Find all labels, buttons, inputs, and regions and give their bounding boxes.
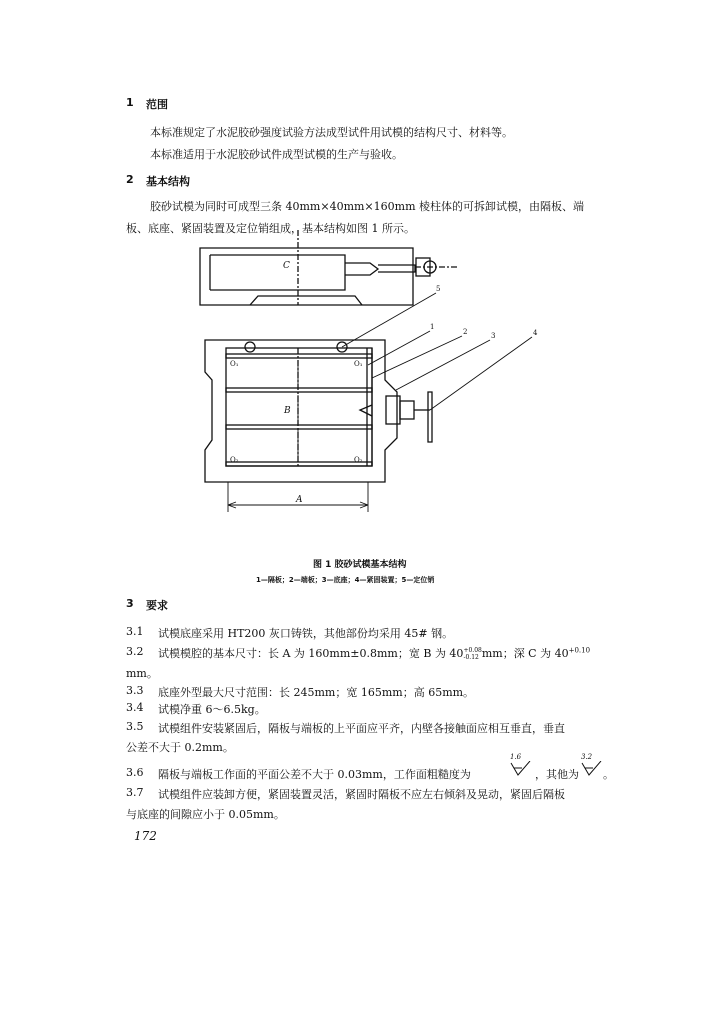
item-3-7-line-2: 与底座的间隙应小于 0.05mm。 xyxy=(126,808,285,821)
roughness-icon-1 xyxy=(510,761,532,777)
figure-legend: 1—隔板；2—端板；3—底座；4—紧固装置；5—定位销 xyxy=(256,576,435,584)
item-3-7-line-1: 试模组件应装卸方便，紧固装置灵活，紧固时隔板不应左右倾斜及晃动，紧固后隔板 xyxy=(158,788,565,801)
pin-label-tr: O₁ xyxy=(354,360,363,368)
item-3-2-text-b: mm；深 C 为 40 xyxy=(481,647,569,660)
section-2-number: 2 xyxy=(126,173,134,186)
item-3-6-text-a: 隔板与端板工作面的平面公差不大于 0.03mm，工作面粗糙度为 xyxy=(158,768,471,781)
section-1-para-2: 本标准适用于水泥胶砂试件成型试模的生产与验收。 xyxy=(150,148,403,161)
item-3-6-text-c: 。 xyxy=(603,768,614,781)
dim-label-a: A xyxy=(296,495,303,505)
pin-label-tl: O₁ xyxy=(230,360,239,368)
pin-label-br: O₂ xyxy=(354,456,363,464)
callout-4: 4 xyxy=(533,329,538,337)
tolerance-c: +0.10 xyxy=(568,646,591,655)
item-3-4-text: 试模净重 6～6.5kg。 xyxy=(158,703,266,716)
tolerance-b-upper: +0.08 xyxy=(463,647,482,654)
side-view xyxy=(200,230,458,305)
item-3-6-number: 3.6 xyxy=(126,766,144,779)
roughness-icon-2 xyxy=(581,761,603,777)
item-3-1-text: 试模底座采用 HT200 灰口铸铁，其他部份均采用 45# 钢。 xyxy=(158,627,454,640)
item-3-5-number: 3.5 xyxy=(126,720,144,733)
dim-label-b: B xyxy=(284,406,291,416)
item-3-2-text xyxy=(158,645,590,661)
item-3-3-text: 底座外型最大尺寸范围：长 245mm；宽 165mm；高 65mm。 xyxy=(158,686,475,699)
figure-caption: 图 1 胶砂试模基本结构 xyxy=(313,560,407,570)
item-3-4-number: 3.4 xyxy=(126,701,144,714)
top-view xyxy=(205,340,432,482)
section-3-heading: 要求 xyxy=(146,599,168,612)
dim-label-c: C xyxy=(283,261,290,271)
callout-1: 1 xyxy=(430,323,435,331)
pin-label-bl: O₂ xyxy=(230,456,239,464)
item-3-2-text-a: 试模模腔的基本尺寸：长 A 为 160mm±0.8mm；宽 B 为 40 xyxy=(158,647,464,660)
dimension-lines xyxy=(228,360,368,512)
section-2-heading: 基本结构 xyxy=(146,175,190,188)
tolerance-b-lower: -0.12 xyxy=(463,654,479,661)
roughness-value-1: 1.6 xyxy=(510,753,522,761)
callout-3: 3 xyxy=(491,332,496,340)
item-3-1-number: 3.1 xyxy=(126,625,144,638)
item-3-7-number: 3.7 xyxy=(126,786,144,799)
item-3-5-line-1: 试模组件安装紧固后，隔板与端板的上平面应平齐，内壁各接触面应相互垂直，垂直 xyxy=(158,722,565,735)
item-3-6-text-b: ，其他为 xyxy=(535,768,579,781)
callout-5: 5 xyxy=(436,285,441,293)
item-3-5-line-2: 公差不大于 0.2mm。 xyxy=(126,741,234,754)
tolerance-b xyxy=(463,647,481,661)
section-1-heading: 范围 xyxy=(146,98,168,111)
page-number: 172 xyxy=(134,829,157,843)
item-3-2-text-c: mm。 xyxy=(126,667,158,680)
item-3-3-number: 3.3 xyxy=(126,684,144,697)
section-1-para-1: 本标准规定了水泥胶砂强度试验方法成型试件用试模的结构尺寸、材料等。 xyxy=(150,126,513,139)
item-3-2-number: 3.2 xyxy=(126,645,144,658)
section-2-para-line-1: 胶砂试模为同时可成型三条 40mm×40mm×160mm 棱柱体的可拆卸试模，由隔板、端 xyxy=(150,200,584,213)
section-1-number: 1 xyxy=(126,96,134,109)
section-3-number: 3 xyxy=(126,597,134,610)
callout-2: 2 xyxy=(463,328,468,336)
section-2-para-line-2: 板、底座、紧固装置及定位销组成，基本结构如图 1 所示。 xyxy=(126,222,415,235)
roughness-value-2: 3.2 xyxy=(581,753,593,761)
